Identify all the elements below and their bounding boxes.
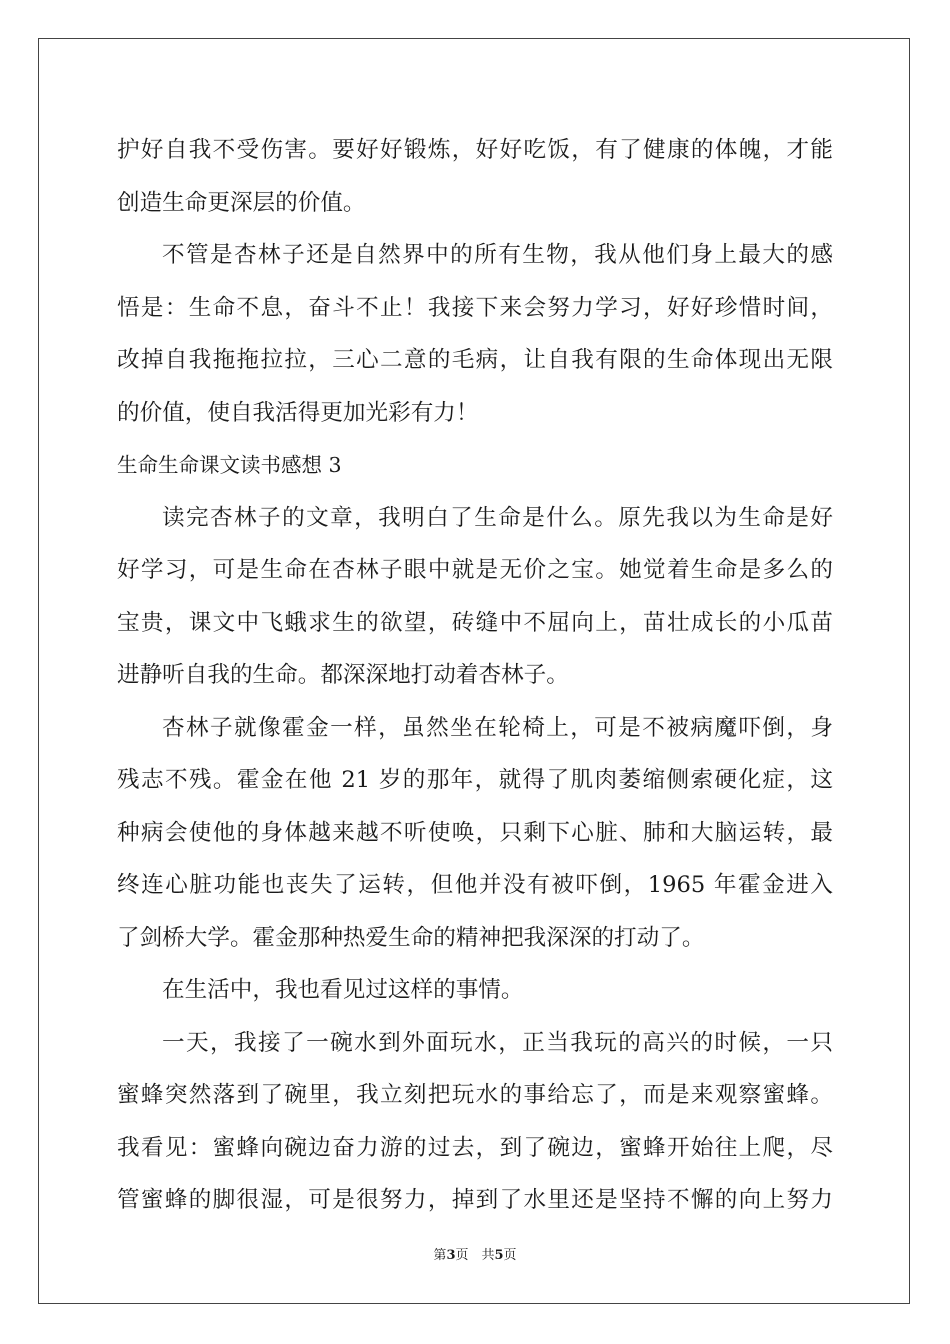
text-line: 种病会使他的身体越来越不听使唤，只剩下心脏、肺和大脑运转，最 xyxy=(117,819,833,846)
text-line: 我看见：蜜蜂向碗边奋力游的过去，到了碗边，蜜蜂开始往上爬，尽 xyxy=(117,1134,833,1161)
footer-suffix: 页 xyxy=(503,1248,517,1263)
text-line: 改掉自我拖拖拉拉，三心二意的毛病，让自我有限的生命体现出无限 xyxy=(117,347,833,373)
footer-current-page: 3 xyxy=(446,1248,456,1263)
document-body xyxy=(117,124,833,1227)
footer-prefix: 第 xyxy=(433,1248,447,1263)
text-line: 杏林子就像霍金一样，虽然坐在轮椅上，可是不被病魔吓倒，身 xyxy=(162,714,833,741)
text-line: 读完杏林子的文章，我明白了生命是什么。原先我以为生命是好 xyxy=(162,504,833,531)
text-line: 终连心脏功能也丧失了运转，但他并没有被吓倒，1965 年霍金进入 xyxy=(117,872,833,898)
text-line: 悟是：生命不息，奋斗不止！我接下来会努力学习，好好珍惜时间， xyxy=(117,294,833,321)
text-line: 管蜜蜂的脚很湿，可是很努力，掉到了水里还是坚持不懈的向上努力 xyxy=(117,1187,833,1213)
text-line: 蜜蜂突然落到了碗里，我立刻把玩水的事给忘了，而是来观察蜜蜂。 xyxy=(117,1082,833,1108)
text-line: 一天，我接了一碗水到外面玩水，正当我玩的高兴的时候，一只 xyxy=(162,1029,833,1056)
footer-total-pages: 5 xyxy=(494,1248,504,1263)
text-line: 的价值，使自我活得更加光彩有力！ xyxy=(117,399,479,426)
text-line: 在生活中，我也看见过这样的事情。 xyxy=(162,977,524,1003)
section-heading: 生命生命课文读书感想 3 xyxy=(117,453,342,477)
text-line: 了剑桥大学。霍金那种热爱生命的精神把我深深的打动了。 xyxy=(117,924,705,951)
footer-mid: 页 共 xyxy=(455,1248,495,1263)
text-line: 不管是杏林子还是自然界中的所有生物，我从他们身上最大的感 xyxy=(162,242,833,268)
text-line: 宝贵，课文中飞蛾求生的欲望，砖缝中不屈向上，苗壮成长的小瓜苗 xyxy=(117,609,833,636)
text-line: 残志不残。霍金在他 21 岁的那年，就得了肌肉萎缩侧索硬化症，这 xyxy=(117,767,833,793)
page-footer xyxy=(0,1244,950,1263)
text-line: 好学习，可是生命在杏林子眼中就是无价之宝。她觉着生命是多么的 xyxy=(117,557,833,583)
text-line: 护好自我不受伤害。要好好锻炼，好好吃饭，有了健康的体魄，才能 xyxy=(117,137,833,163)
text-line: 进静听自我的生命。都深深地打动着杏林子。 xyxy=(117,662,569,688)
text-line: 创造生命更深层的价值。 xyxy=(117,189,366,216)
